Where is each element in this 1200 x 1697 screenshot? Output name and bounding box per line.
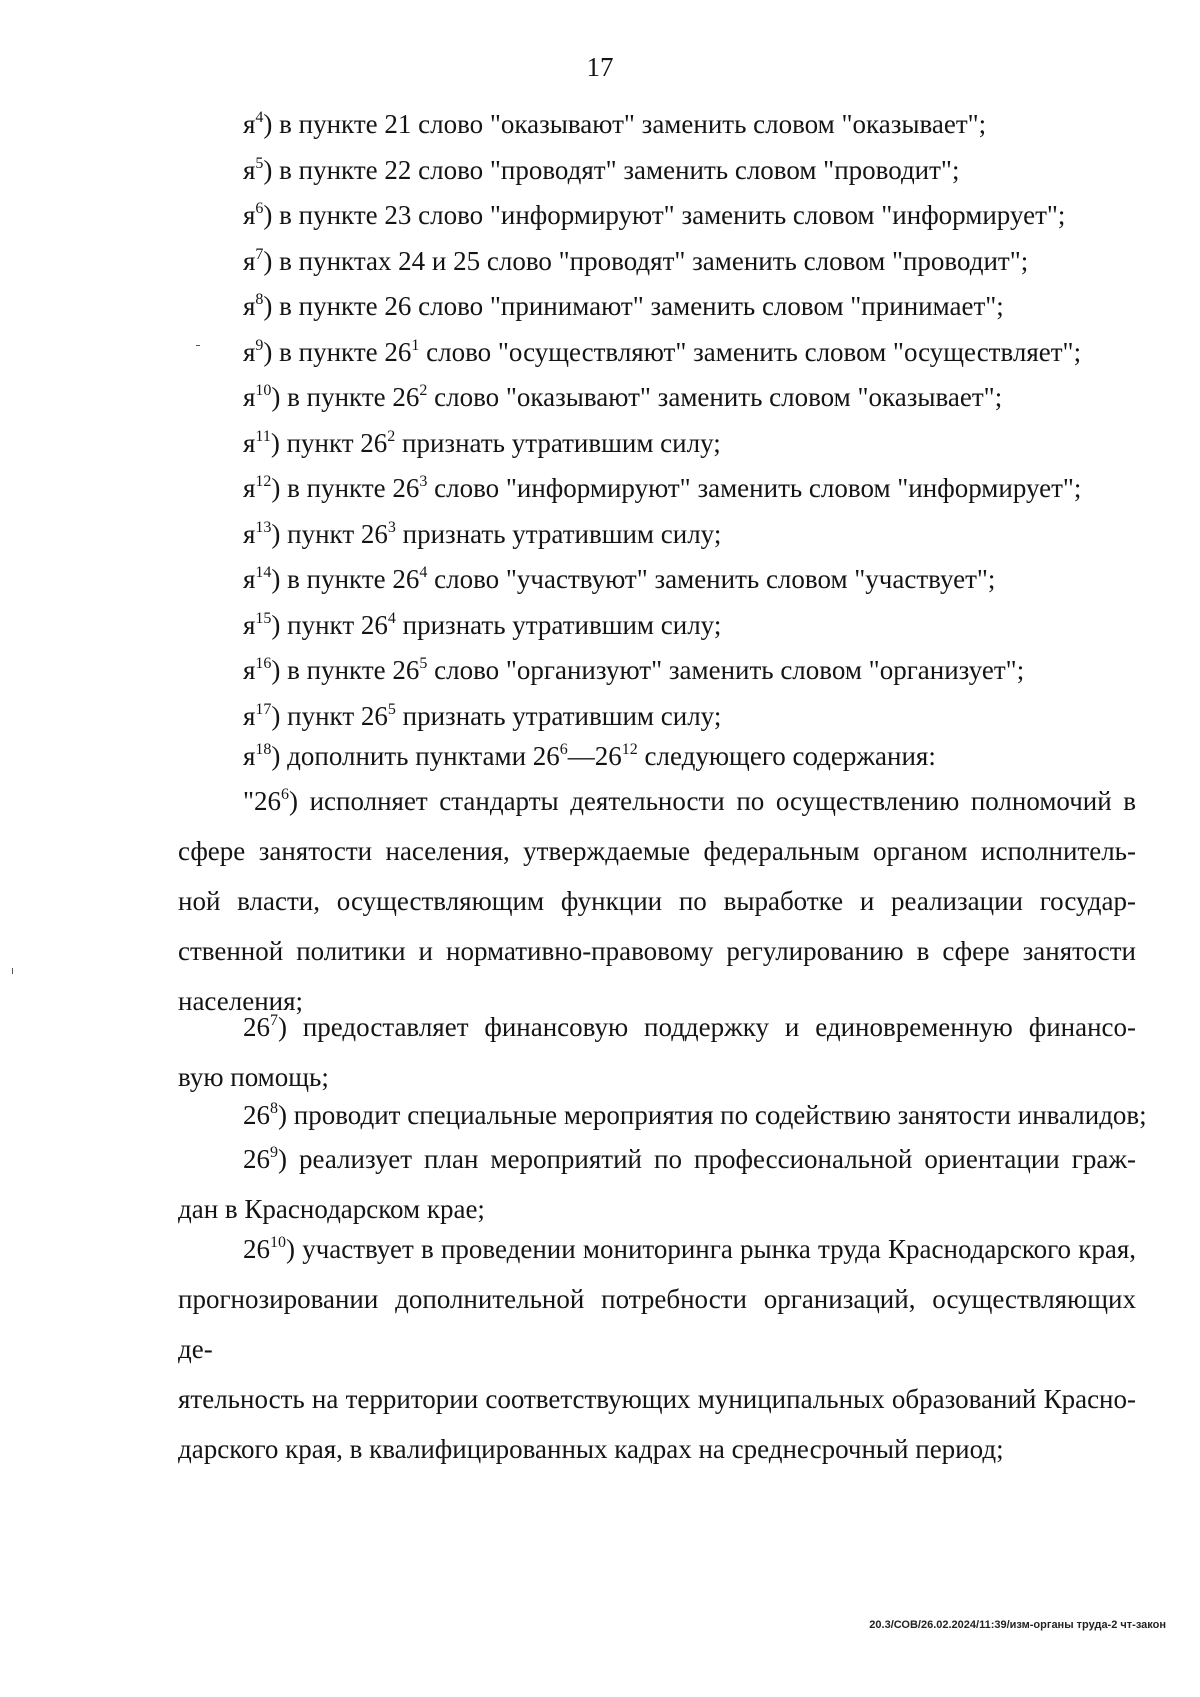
item-text: слово "информируют" заменить словом "информирует";	[427, 473, 1082, 503]
item-index: 15	[255, 609, 272, 627]
paragraph-line: населения;	[178, 986, 304, 1016]
item-letter: я	[243, 382, 256, 412]
item-text: следующего содержания:	[637, 741, 936, 771]
item-superscript: 1	[411, 336, 420, 354]
amendment-item	[243, 427, 721, 459]
item-text: ) пункт 26	[270, 427, 388, 458]
item-text: признать утратившим силу;	[395, 518, 722, 549]
point-26-8	[178, 1090, 1147, 1140]
item-index: 6	[255, 200, 264, 217]
paragraph-line: "$26^6$) исполняет стандарты деятельности по осуществлению полномочий в	[243, 786, 1136, 816]
paragraph-line: сфере занятости населения, утверждаемые федеральным органом исполнитель-	[178, 836, 1136, 866]
item-letter: я	[243, 473, 256, 503]
item-letter: я	[243, 109, 256, 139]
amendment-item	[243, 518, 721, 550]
item-index: 14	[255, 564, 272, 581]
item-letter: я	[243, 518, 256, 549]
amendment-item-18	[243, 740, 936, 772]
point-26-9	[178, 1134, 1136, 1234]
amendment-item	[243, 609, 721, 641]
point-26-10	[178, 1224, 1136, 1474]
scan-speck	[196, 345, 200, 346]
paragraph-line: ятельность на территории соответствующих муниципальных образований Красно-	[178, 1384, 1136, 1414]
item-text: ) в пункте 26	[271, 655, 420, 685]
item-text: слово "оказывают" заменить словом "оказывает";	[427, 382, 1003, 412]
item-letter: я	[243, 291, 256, 321]
item-index: 17	[255, 700, 272, 718]
paragraph-line: $26^{10}$) участвует в проведении мониторинга рынка труда Краснодарского края,	[243, 1234, 1136, 1264]
item-text: ) в пункте 26	[271, 382, 420, 412]
item-letter: я	[243, 655, 256, 685]
item-superscript: 4	[419, 564, 428, 581]
paragraph-line: дарского края, в квалифицированных кадрах на среднесрочный период;	[178, 1434, 1004, 1464]
item-index: 5	[255, 154, 264, 172]
amendment-item	[243, 245, 1028, 277]
item-superscript: 2	[387, 427, 396, 445]
amendment-item	[243, 336, 1081, 368]
item-index: 18	[255, 741, 272, 758]
amendment-item	[243, 108, 986, 140]
amendment-item	[243, 563, 995, 595]
item-index: 16	[255, 655, 272, 672]
item-text: ) в пункте 26	[271, 473, 420, 503]
item-text: признать утратившим силу;	[395, 427, 721, 458]
amendment-item	[243, 700, 721, 732]
paragraph-line: $26^9$) реализует план мероприятий по профессиональной ориентации граж-	[243, 1144, 1136, 1174]
item-letter: я	[243, 200, 256, 230]
item-superscript: 3	[419, 473, 428, 490]
item-superscript: 5	[387, 700, 396, 718]
item-text: ) дополнить пунктами 26	[271, 741, 560, 771]
item-text: ) в пункте 26 слово "принимают" заменить словом "принимает";	[263, 291, 1004, 321]
document-footer-code: 20.3/СОВ/26.02.2024/11:39/изм-органы труда-2 чт-закон	[869, 1619, 1166, 1631]
item-text: —26	[567, 741, 622, 771]
paragraph-line: ной власти, осуществляющим функции по выработке и реализации государ-	[178, 886, 1136, 916]
item-index: 12	[255, 473, 272, 490]
item-index: 8	[255, 291, 264, 308]
item-letter: я	[243, 700, 256, 731]
item-index: 4	[255, 109, 264, 126]
paragraph-line: ственной политики и нормативно-правовому регулированию в сфере занятости	[178, 936, 1136, 966]
point-26-7	[178, 1002, 1136, 1102]
amendment-item	[243, 154, 959, 186]
item-text: ) в пункте 22 слово "проводят" заменить словом "проводит";	[263, 154, 960, 185]
item-superscript: 5	[419, 655, 428, 672]
item-text: ) в пунктах 24 и 25 слово "проводят" заменить словом "проводит";	[263, 245, 1029, 276]
item-text: ) в пункте 26	[263, 336, 412, 367]
scan-speck	[12, 968, 13, 974]
amendment-item	[243, 472, 1081, 504]
item-text: ) в пункте 23 слово "информируют" заменить словом "информирует";	[263, 200, 1066, 230]
item-index: 9	[255, 336, 264, 354]
point-26-6	[178, 776, 1136, 1026]
item-superscript: 12	[621, 741, 638, 758]
item-text: признать утратившим силу;	[395, 609, 722, 640]
item-letter: я	[243, 741, 256, 771]
item-index: 10	[255, 382, 272, 399]
item-text: ) пункт 26	[271, 518, 388, 549]
page-number: 17	[586, 52, 614, 82]
amendment-item	[243, 381, 1002, 413]
item-text: ) пункт 26	[271, 700, 388, 731]
item-text: слово "организуют" заменить словом "организует";	[427, 655, 1025, 685]
amendment-item	[243, 654, 1024, 686]
paragraph-line: вую помощь;	[178, 1062, 329, 1092]
amendment-item	[243, 290, 1004, 322]
paragraph-line: $26^7$) предоставляет финансовую поддержку и единовременную финансо-	[243, 1012, 1136, 1042]
item-letter: я	[243, 564, 256, 594]
amendment-item	[243, 199, 1065, 231]
paragraph-line: $26^8$) проводит специальные мероприятия по содействию занятости инвалидов;	[243, 1100, 1147, 1130]
item-letter: я	[243, 245, 256, 276]
item-text: слово "осуществляют" заменить словом "осуществляет";	[419, 336, 1082, 367]
item-text: ) пункт 26	[271, 609, 388, 640]
item-superscript: 3	[387, 518, 396, 536]
item-text: ) в пункте 21 слово "оказывают" заменить словом "оказывает";	[263, 109, 987, 139]
item-letter: я	[243, 427, 256, 458]
item-superscript: 6	[559, 741, 568, 758]
item-index: 13	[255, 518, 272, 536]
item-text: ) в пункте 26	[271, 564, 420, 594]
item-text: признать утратившим силу;	[395, 700, 722, 731]
paragraph-line: прогнозировании дополнительной потребности организаций, осуществляющих де-	[178, 1284, 1136, 1364]
item-letter: я	[243, 609, 256, 640]
item-index: 7	[255, 245, 264, 263]
item-text: слово "участвуют" заменить словом "участвует";	[427, 564, 996, 594]
item-superscript: 2	[419, 382, 428, 399]
item-superscript: 4	[387, 609, 396, 627]
item-letter: я	[243, 154, 256, 185]
item-letter: я	[243, 336, 256, 367]
paragraph-line: дан в Краснодарском крае;	[178, 1194, 485, 1224]
item-index: 11	[255, 427, 271, 445]
